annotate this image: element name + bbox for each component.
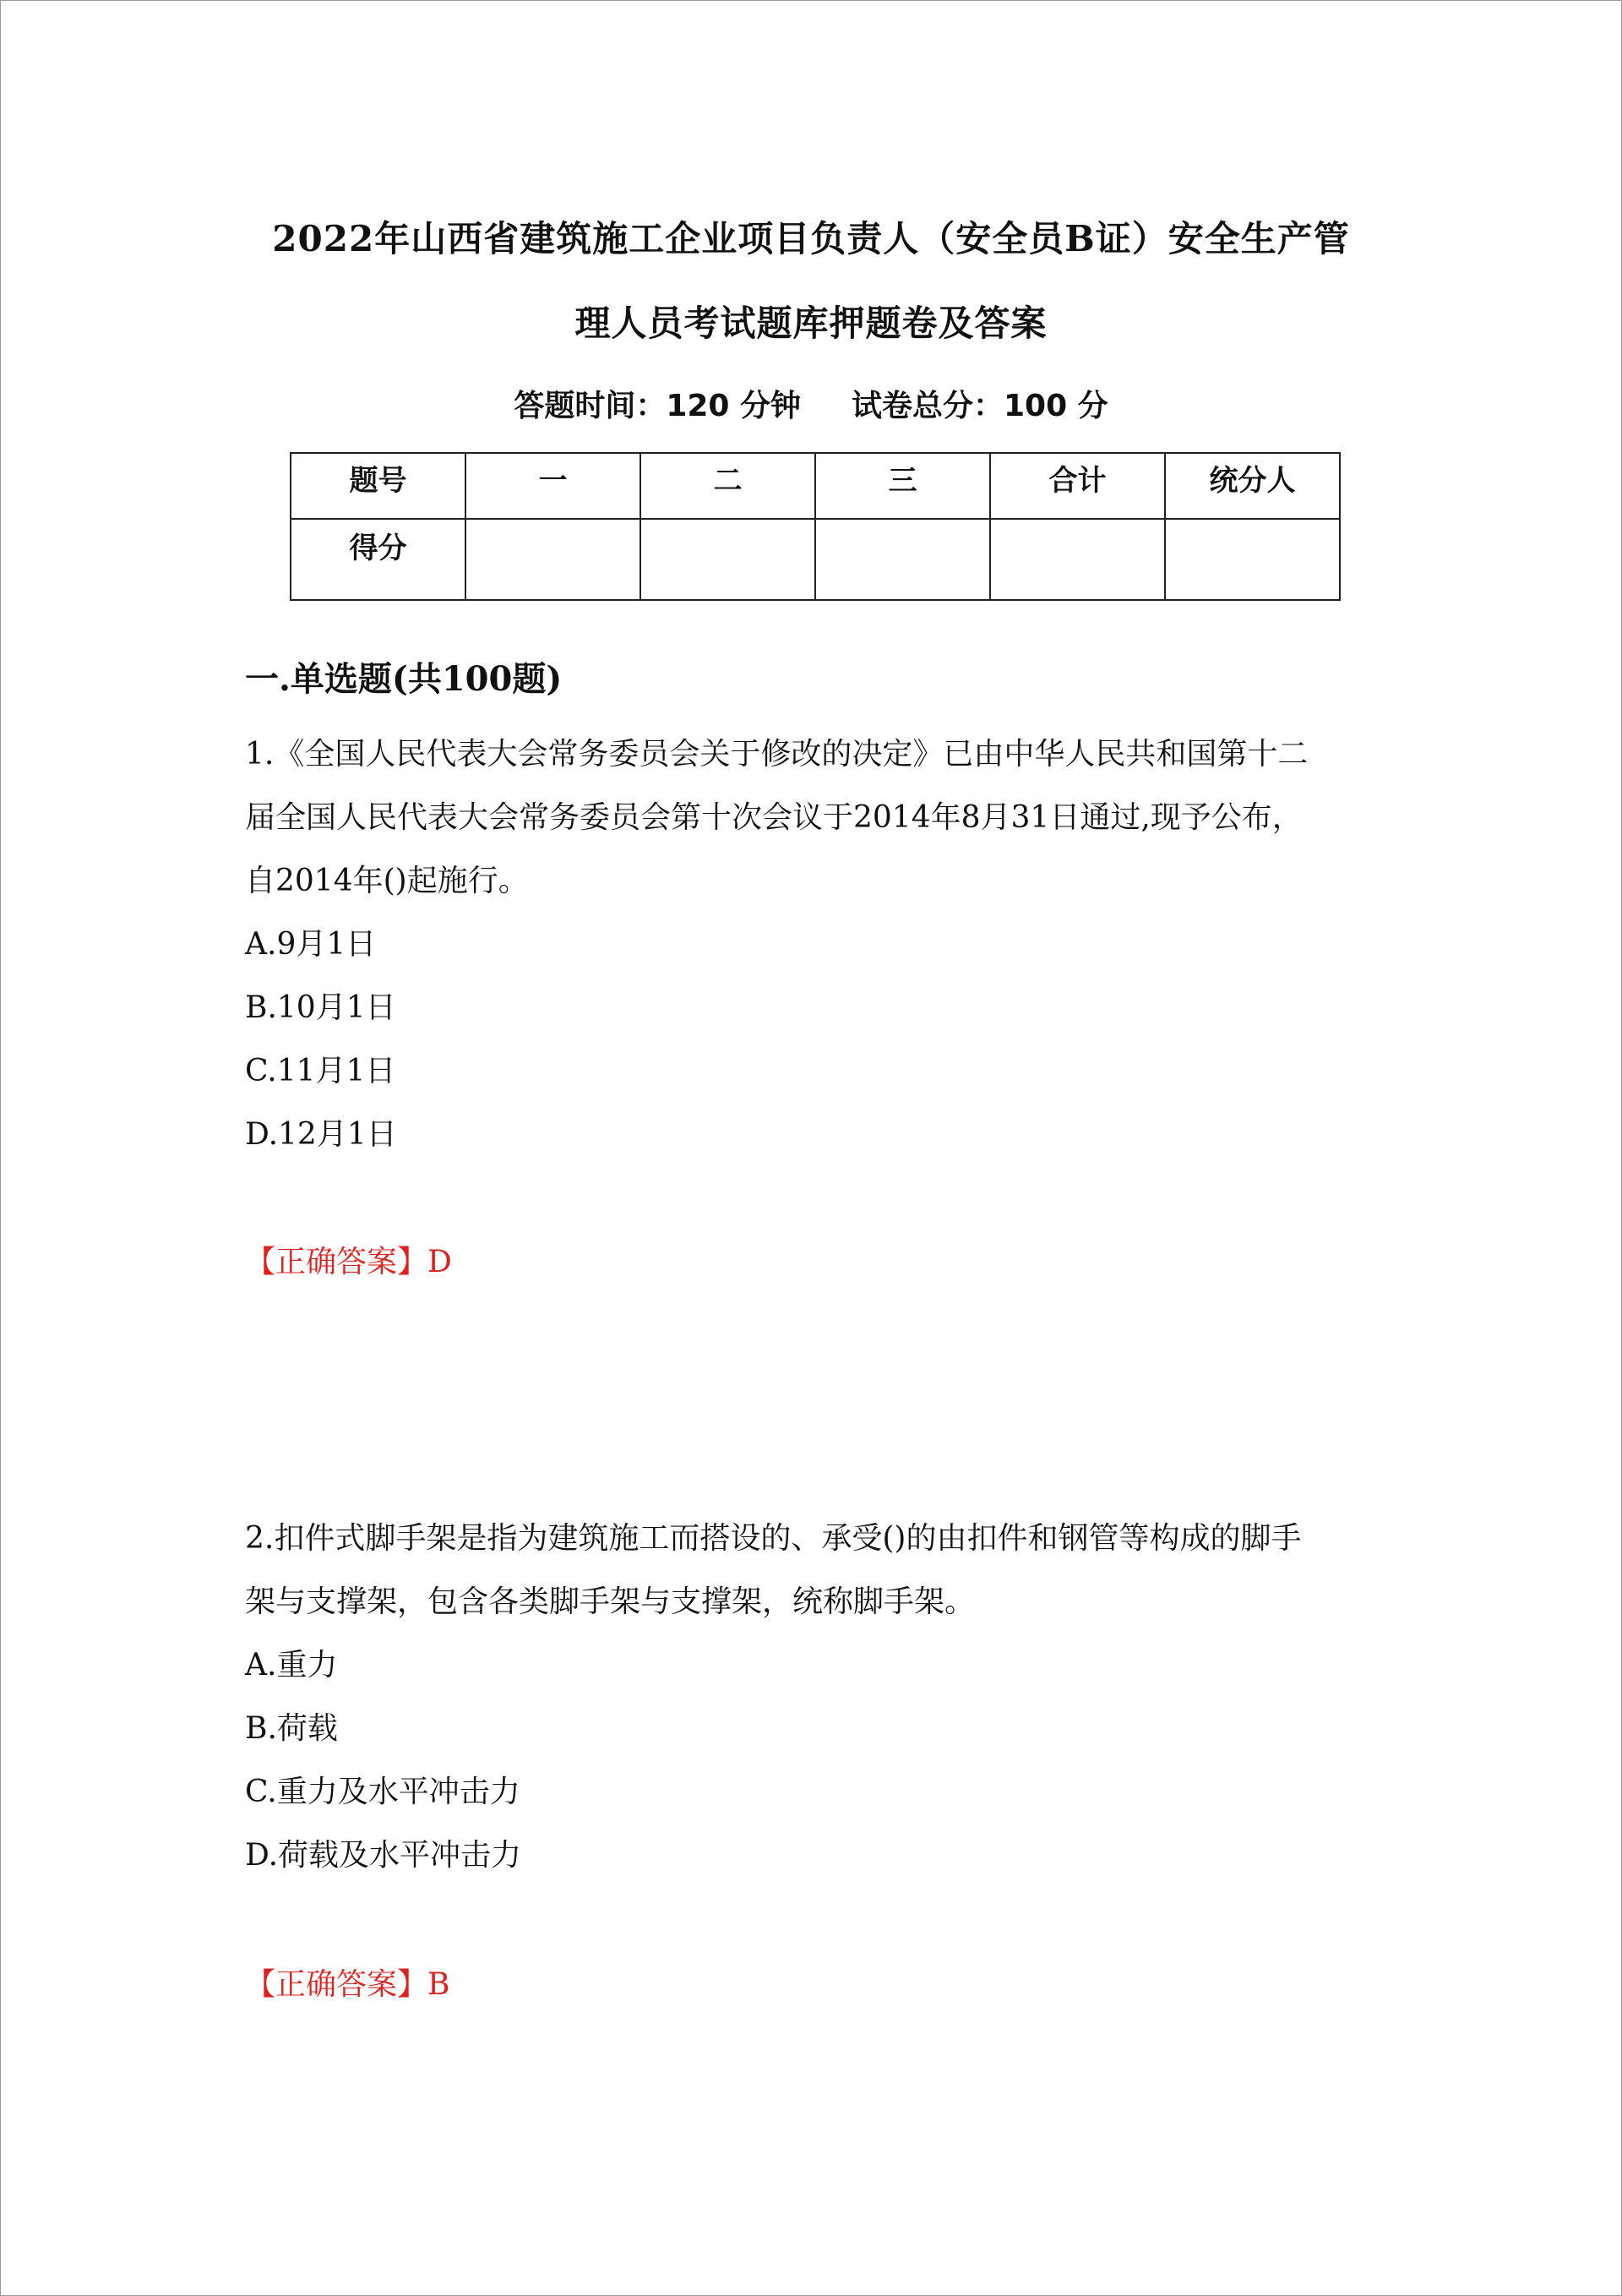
score-cell	[465, 519, 640, 600]
total-score: 试卷总分：100 分	[852, 389, 1108, 423]
option-c: C.重力及水平冲击力	[245, 1775, 520, 1809]
option-b: B.10月1日	[245, 990, 396, 1025]
header-cell: 题号	[291, 453, 465, 519]
score-cell	[1165, 519, 1340, 600]
header-cell: 二	[640, 453, 815, 519]
question-text-line: 2.扣件式脚手架是指为建筑施工而搭设的、承受()的由扣件和钢管等构成的脚手	[245, 1521, 1302, 1556]
time-limit: 答题时间：120 分钟	[514, 389, 801, 423]
option-c: C.11月1日	[245, 1054, 396, 1088]
question-text-line: 1.《全国人民代表大会常务委员会关于修改的决定》已由中华人民共和国第十二	[245, 737, 1309, 772]
correct-answer: 【正确答案】D	[245, 1245, 452, 1279]
question-text-line: 届全国人民代表大会常务委员会第十次会议于2014年8月31日通过,现予公布，	[245, 800, 1303, 835]
header-cell: 一	[465, 453, 640, 519]
score-label-cell: 得分	[291, 519, 465, 600]
section-heading: 一.单选题(共100题)	[245, 659, 563, 699]
option-b: B.荷载	[245, 1711, 338, 1746]
option-d: D.12月1日	[245, 1117, 397, 1152]
exam-meta	[0, 382, 1622, 425]
header-cell: 三	[815, 453, 990, 519]
score-table-header-row	[291, 453, 1340, 519]
header-cell: 合计	[990, 453, 1165, 519]
question-text-line: 自2014年()起施行。	[245, 864, 529, 898]
score-cell	[815, 519, 990, 600]
question-text-line: 架与支撑架，包含各类脚手架与支撑架，统称脚手架。	[245, 1584, 976, 1619]
score-cell	[990, 519, 1165, 600]
correct-answer: 【正确答案】B	[245, 1967, 450, 2002]
document-title-line-1: 2022年山西省建筑施工企业项目负责人（安全员B证）安全生产管	[272, 218, 1350, 259]
option-a: A.9月1日	[245, 927, 377, 962]
header-cell: 统分人	[1165, 453, 1340, 519]
question-1	[245, 723, 1394, 1166]
score-table-score-row	[291, 519, 1340, 600]
score-cell	[640, 519, 815, 600]
question-2	[245, 1507, 1394, 1887]
score-table	[290, 452, 1341, 601]
option-d: D.荷载及水平冲击力	[245, 1838, 522, 1873]
document-title-line-2: 理人员考试题库押题卷及答案	[574, 303, 1048, 344]
option-a: A.重力	[245, 1648, 338, 1682]
